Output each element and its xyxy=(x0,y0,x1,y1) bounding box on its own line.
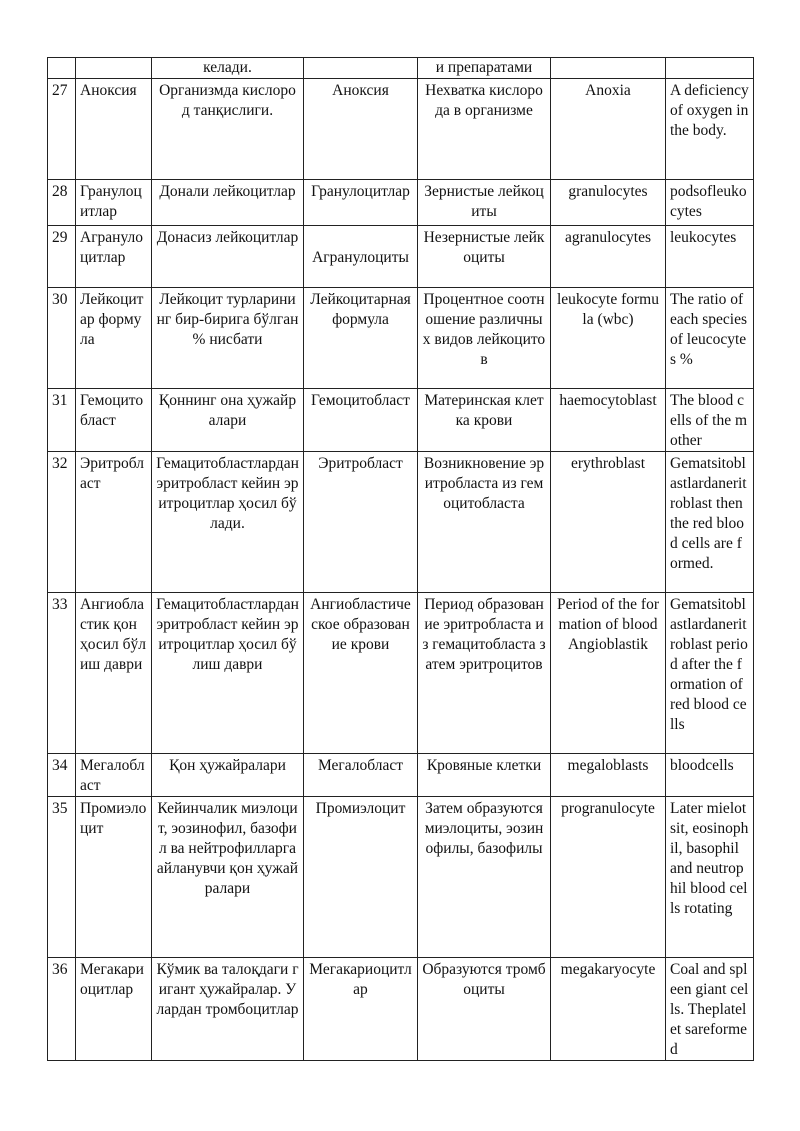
uzbek-term-cell: Промиэлоцит xyxy=(76,797,152,958)
row-number-cell: 34 xyxy=(48,754,76,797)
uzbek-definition-cell: Кўмик ва талоқдаги гигант ҳужайралар. Улардан тромбоцитлар xyxy=(152,958,304,1061)
english-definition-cell: Coal and spleen giant cells. Theplatelet sareformed xyxy=(666,958,754,1061)
uzbek-definition-cell: Донасиз лейкоцитлар xyxy=(152,226,304,288)
table-row xyxy=(48,958,754,1061)
cont-num-cell xyxy=(48,58,76,79)
table-row xyxy=(48,389,754,452)
uzbek-term-cell: Ангиобластик қон ҳосил бўлиш даври xyxy=(76,593,152,754)
english-definition-cell: leukocytes xyxy=(666,226,754,288)
row-number-cell: 35 xyxy=(48,797,76,958)
english-definition-cell: The blood cells of the mother xyxy=(666,389,754,452)
russian-definition-cell: Период образование эритробласта из гемацитобласта затем эритроцитов xyxy=(418,593,551,754)
cont-en-term-cell xyxy=(551,58,666,79)
russian-term-cell: Аноксия xyxy=(304,79,418,180)
english-definition-cell: bloodcells xyxy=(666,754,754,797)
russian-term-cell: Мегалобласт xyxy=(304,754,418,797)
russian-term-cell: Мегакариоцитлар xyxy=(304,958,418,1061)
glossary-body xyxy=(48,58,754,1061)
uzbek-definition-cell: Қон ҳужайралари xyxy=(152,754,304,797)
english-term-cell: megakaryocyte xyxy=(551,958,666,1061)
english-definition-cell: Later mielotsit, eosinophil, basophil and neutrophil blood cells rotating xyxy=(666,797,754,958)
russian-definition-cell: Кровяные клетки xyxy=(418,754,551,797)
row-number-cell: 30 xyxy=(48,288,76,389)
english-term-cell: granulocytes xyxy=(551,180,666,226)
russian-definition-cell: Процентное соотношение различных видов лейкоцитов xyxy=(418,288,551,389)
russian-term-cell: Агранулоциты xyxy=(304,226,418,288)
cont-uz-term-cell xyxy=(76,58,152,79)
cont-ru-term-cell xyxy=(304,58,418,79)
english-definition-cell: Gematsitoblastlardaneritroblast then the red blood cells are formed. xyxy=(666,452,754,593)
english-term-cell: megaloblasts xyxy=(551,754,666,797)
english-definition-cell: A deficiency of oxygen in the body. xyxy=(666,79,754,180)
uzbek-term-cell: Гранулоцитлар xyxy=(76,180,152,226)
russian-definition-cell: Образуются тромбоциты xyxy=(418,958,551,1061)
table-row xyxy=(48,754,754,797)
uzbek-definition-cell: Донали лейкоцитлар xyxy=(152,180,304,226)
row-number-cell: 27 xyxy=(48,79,76,180)
row-number-cell: 36 xyxy=(48,958,76,1061)
english-term-cell: leukocyte formula (wbc) xyxy=(551,288,666,389)
table-row xyxy=(48,593,754,754)
row-number-cell: 33 xyxy=(48,593,76,754)
uzbek-term-cell: Мегакариоцитлар xyxy=(76,958,152,1061)
russian-definition-cell: Затем образуются миэлоциты, эозинофилы, базофилы xyxy=(418,797,551,958)
uzbek-term-cell: Аноксия xyxy=(76,79,152,180)
uzbek-term-cell: Гемоцитобласт xyxy=(76,389,152,452)
russian-definition-cell: Материнская клетка крови xyxy=(418,389,551,452)
russian-term-cell: Лейкоцитарная формула xyxy=(304,288,418,389)
english-term-cell: Period of the formation of blood Angioblastik xyxy=(551,593,666,754)
uzbek-definition-cell: Қоннинг она ҳужайралари xyxy=(152,389,304,452)
uzbek-term-cell: Мегалобласт xyxy=(76,754,152,797)
table-row xyxy=(48,226,754,288)
english-term-cell: progranulocyte xyxy=(551,797,666,958)
row-number-cell: 28 xyxy=(48,180,76,226)
english-definition-cell: The ratio of each species of leucocytes % xyxy=(666,288,754,389)
uzbek-definition-cell: Гемацитобластлардан эритробласт кейин эритроцитлар ҳосил бўлиш даври xyxy=(152,593,304,754)
russian-definition-cell: Незернистые лейкоциты xyxy=(418,226,551,288)
table-row xyxy=(48,79,754,180)
table-row xyxy=(48,452,754,593)
uzbek-definition-cell: Гемацитобластлардан эритробласт кейин эритроцитлар ҳосил бўлади. xyxy=(152,452,304,593)
russian-term-cell: Ангиобластическое образование крови xyxy=(304,593,418,754)
cont-ru-def-cell: и препаратами xyxy=(418,58,551,79)
english-definition-cell: Gematsitoblastlardaneritroblast period after the formation of red blood cells xyxy=(666,593,754,754)
uzbek-term-cell: Агранулоцитлар xyxy=(76,226,152,288)
russian-term-cell: Промиэлоцит xyxy=(304,797,418,958)
table-row xyxy=(48,180,754,226)
russian-term-cell: Гранулоцитлар xyxy=(304,180,418,226)
row-number-cell: 29 xyxy=(48,226,76,288)
cont-en-def-cell xyxy=(666,58,754,79)
english-term-cell: agranulocytes xyxy=(551,226,666,288)
english-term-cell: haemocytoblast xyxy=(551,389,666,452)
uzbek-definition-cell: Кейинчалик миэлоцит, эозинофил, базофил ва нейтрофилларга айланувчи қон ҳужайралари xyxy=(152,797,304,958)
cont-uz-def-cell: келади. xyxy=(152,58,304,79)
russian-term-cell: Эритробласт xyxy=(304,452,418,593)
glossary-table xyxy=(47,57,754,1061)
table-row xyxy=(48,288,754,389)
russian-definition-cell: Возникновение эритробласта из гемоцитобласта xyxy=(418,452,551,593)
uzbek-definition-cell: Лейкоцит турларининг бир-бирига бўлган % нисбати xyxy=(152,288,304,389)
russian-definition-cell: Зернистые лейкоциты xyxy=(418,180,551,226)
russian-term-cell: Гемоцитобласт xyxy=(304,389,418,452)
uzbek-term-cell: Лейкоцитар формула xyxy=(76,288,152,389)
row-number-cell: 31 xyxy=(48,389,76,452)
english-term-cell: erythroblast xyxy=(551,452,666,593)
uzbek-term-cell: Эритробласт xyxy=(76,452,152,593)
uzbek-definition-cell: Организмда кислород танқислиги. xyxy=(152,79,304,180)
english-term-cell: Anoxia xyxy=(551,79,666,180)
english-definition-cell: podsofleukocytes xyxy=(666,180,754,226)
row-number-cell: 32 xyxy=(48,452,76,593)
table-row xyxy=(48,797,754,958)
russian-definition-cell: Нехватка кислорода в организме xyxy=(418,79,551,180)
continuation-row xyxy=(48,58,754,79)
